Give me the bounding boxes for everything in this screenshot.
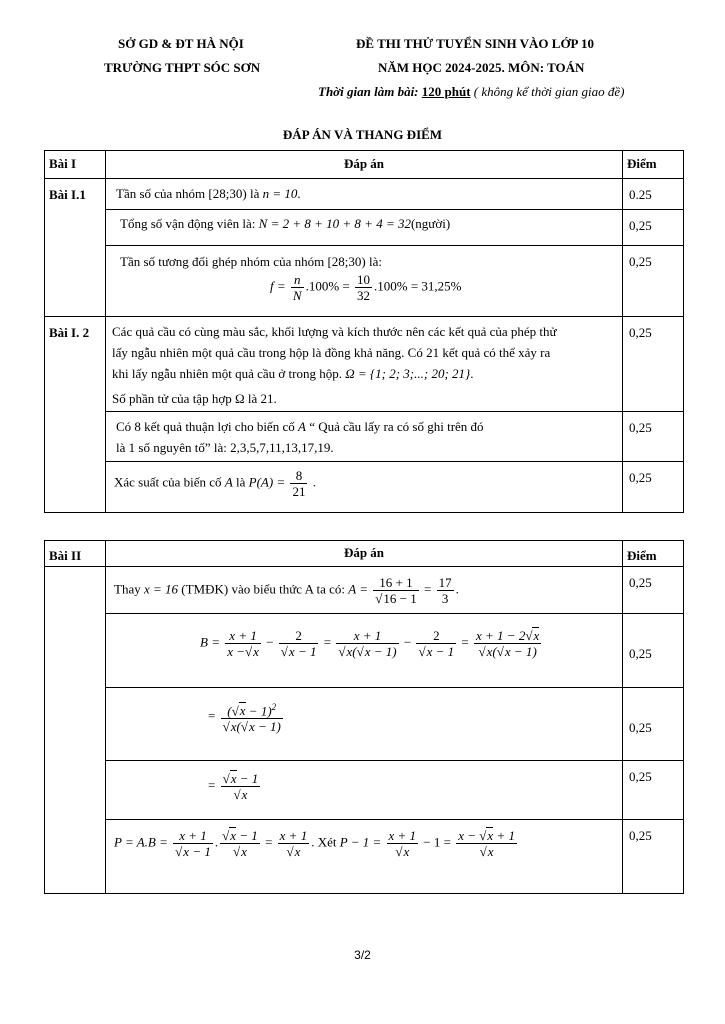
header-diem: Điểm	[623, 541, 684, 567]
answer-cell	[106, 614, 623, 688]
answer-table-2	[44, 540, 684, 894]
points: 0,25	[623, 567, 684, 614]
table-row	[45, 688, 684, 761]
section-title: ĐÁP ÁN VÀ THANG ĐIỂM	[282, 127, 443, 142]
table-row	[45, 246, 684, 317]
table-row	[45, 210, 684, 246]
answer-cell	[106, 820, 623, 894]
answer-text: là:	[368, 254, 382, 269]
header-bai: Bài II	[45, 541, 106, 567]
exam-time	[318, 84, 624, 100]
time-note: ( không kể thời gian giao đề)	[473, 84, 625, 99]
interval: [28;30)	[208, 186, 247, 201]
time-label: Thời gian làm bài:	[318, 84, 419, 99]
table-row	[45, 412, 684, 462]
answer-cell: Có 8 kết quả thuận lợi cho biến cố A “ Quả cầu lấy ra có số ghi trên đó là 1 số nguyên tố” là: 2,3,5,7,11,13,17,19.	[106, 412, 623, 462]
answer-cell	[106, 179, 623, 210]
answer-text: .	[297, 186, 301, 201]
answer-text: Số phần tử của tập hợp Ω là 21.	[112, 391, 277, 406]
answer-cell	[106, 761, 623, 820]
answer-cell	[106, 246, 623, 317]
points: 0,25	[623, 614, 684, 688]
header-dap-an: Đáp án	[106, 541, 623, 567]
time-value: 120 phút	[421, 84, 471, 99]
points: 0,25	[623, 317, 684, 412]
answer-text: Tần số của nhóm	[116, 186, 206, 201]
table-row	[45, 179, 684, 210]
label-bai-i2: Bài I. 2	[45, 317, 106, 513]
formula-b: B = $\frac{x + 1}{x -√x}$ − $\frac{2}{√x - 1}$ = $\frac{x + 1}{√x(√x - 1)}$ − $\frac{2}{√x - 1}$ = $\frac{x + 1 - 2√x}{√x(√x - 1)}$	[200, 628, 540, 659]
exam-title: ĐỀ THI THỬ TUYỂN SINH VÀO LỚP 10	[356, 36, 595, 51]
formula-b-result: = $\frac{√x - 1}{√x}$	[208, 771, 259, 802]
points: 0,25	[623, 761, 684, 820]
answer-cell	[106, 210, 623, 246]
answer-cell: Thay x = 16 (TMĐK) vào biểu thức A ta có: A = $\frac{16 + 1}{√16 - 1}$ = $\frac{17}{3}$ .	[106, 567, 623, 614]
table-row	[45, 567, 684, 614]
formula-p: P = A.B = $\frac{x + 1}{√x - 1}$ . $\frac{√x - 1}{√x}$ = $\frac{x + 1}{√x}$ . Xét P − 1 = $\frac{x + 1}{√x}$ − 1 = $\frac{x - √x + 1}{√x}$	[114, 828, 515, 859]
header-diem: Điểm	[623, 151, 684, 179]
answer-cell	[106, 688, 623, 761]
answer-text: (người)	[410, 216, 451, 231]
year-subject: NĂM HỌC 2024-2025. MÔN: TOÁN	[378, 60, 585, 75]
table-row	[45, 820, 684, 894]
points: 0,25	[623, 462, 684, 513]
answer-text: là 1 số nguyên tố” là: 2,3,5,7,11,13,17,19.	[116, 440, 334, 455]
points: 0,25	[623, 412, 684, 462]
points: 0,25	[623, 820, 684, 894]
label-cell-empty	[45, 567, 106, 894]
table-header-row	[45, 541, 684, 567]
answer-text: Tần số tương đối ghép nhóm của nhóm	[120, 254, 325, 269]
header-bai: Bài I	[45, 151, 106, 179]
table-header-row	[45, 151, 684, 179]
equation: n = 10	[262, 186, 298, 201]
answer-text: Các quả cầu có cùng màu sắc, khối lượng và kích thước nên các kết quả của phép thử	[112, 324, 557, 339]
table-row	[45, 761, 684, 820]
page-number: 3/2	[354, 948, 371, 962]
answer-cell: Xác suất của biến cố A là P(A) = $\frac{8}{21}$ .	[106, 462, 623, 513]
header-dap-an: Đáp án	[106, 151, 623, 179]
label-bai-i1: Bài I.1	[45, 179, 106, 317]
answer-text: là	[249, 186, 260, 201]
interval: [28;30)	[327, 254, 366, 269]
sample-space: Ω = {1; 2; 3;...; 20; 21}	[345, 366, 471, 381]
answer-cell: Các quả cầu có cùng màu sắc, khối lượng và kích thước nên các kết quả của phép thử lấy ngẫu nhiên một quả cầu trong hộp là đồng khả năng. Có 21 kết quả có thể xảy ra khi lấy ngẫu nhiên một quả cầu ở trong hộp. Ω = {1; 2; 3;...; 20; 21}. Số phần tử của tập hợp Ω là 21.	[106, 317, 623, 412]
points: 0,25	[623, 688, 684, 761]
table-row	[45, 614, 684, 688]
formula-f: f = $\frac{n}{N}$ .100% = $\frac{10}{32}$ .100% = 31,25%	[270, 272, 462, 303]
school-name: TRƯỜNG THPT SÓC SƠN	[104, 60, 261, 75]
answer-text: Tổng số vận động viên là:	[120, 216, 256, 231]
table-row	[45, 462, 684, 513]
answer-text: khi lấy ngẫu nhiên một quả cầu ở trong hộp.	[112, 366, 342, 381]
equation: N = 2 + 8 + 10 + 8 + 4 = 32	[258, 216, 411, 231]
points: 0,25	[623, 210, 684, 246]
points: 0.25	[623, 179, 684, 210]
dept-name: SỞ GD & ĐT HÀ NỘI	[118, 36, 244, 51]
answer-table-1	[44, 150, 684, 513]
table-row	[45, 317, 684, 412]
answer-text: lấy ngẫu nhiên một quả cầu trong hộp là đồng khả năng. Có 21 kết quả có thể xảy ra	[112, 345, 551, 360]
formula-b-simplified: = $\frac{(√x - 1)^2}{√x(√x - 1)}$	[208, 702, 281, 735]
points: 0,25	[623, 246, 684, 317]
